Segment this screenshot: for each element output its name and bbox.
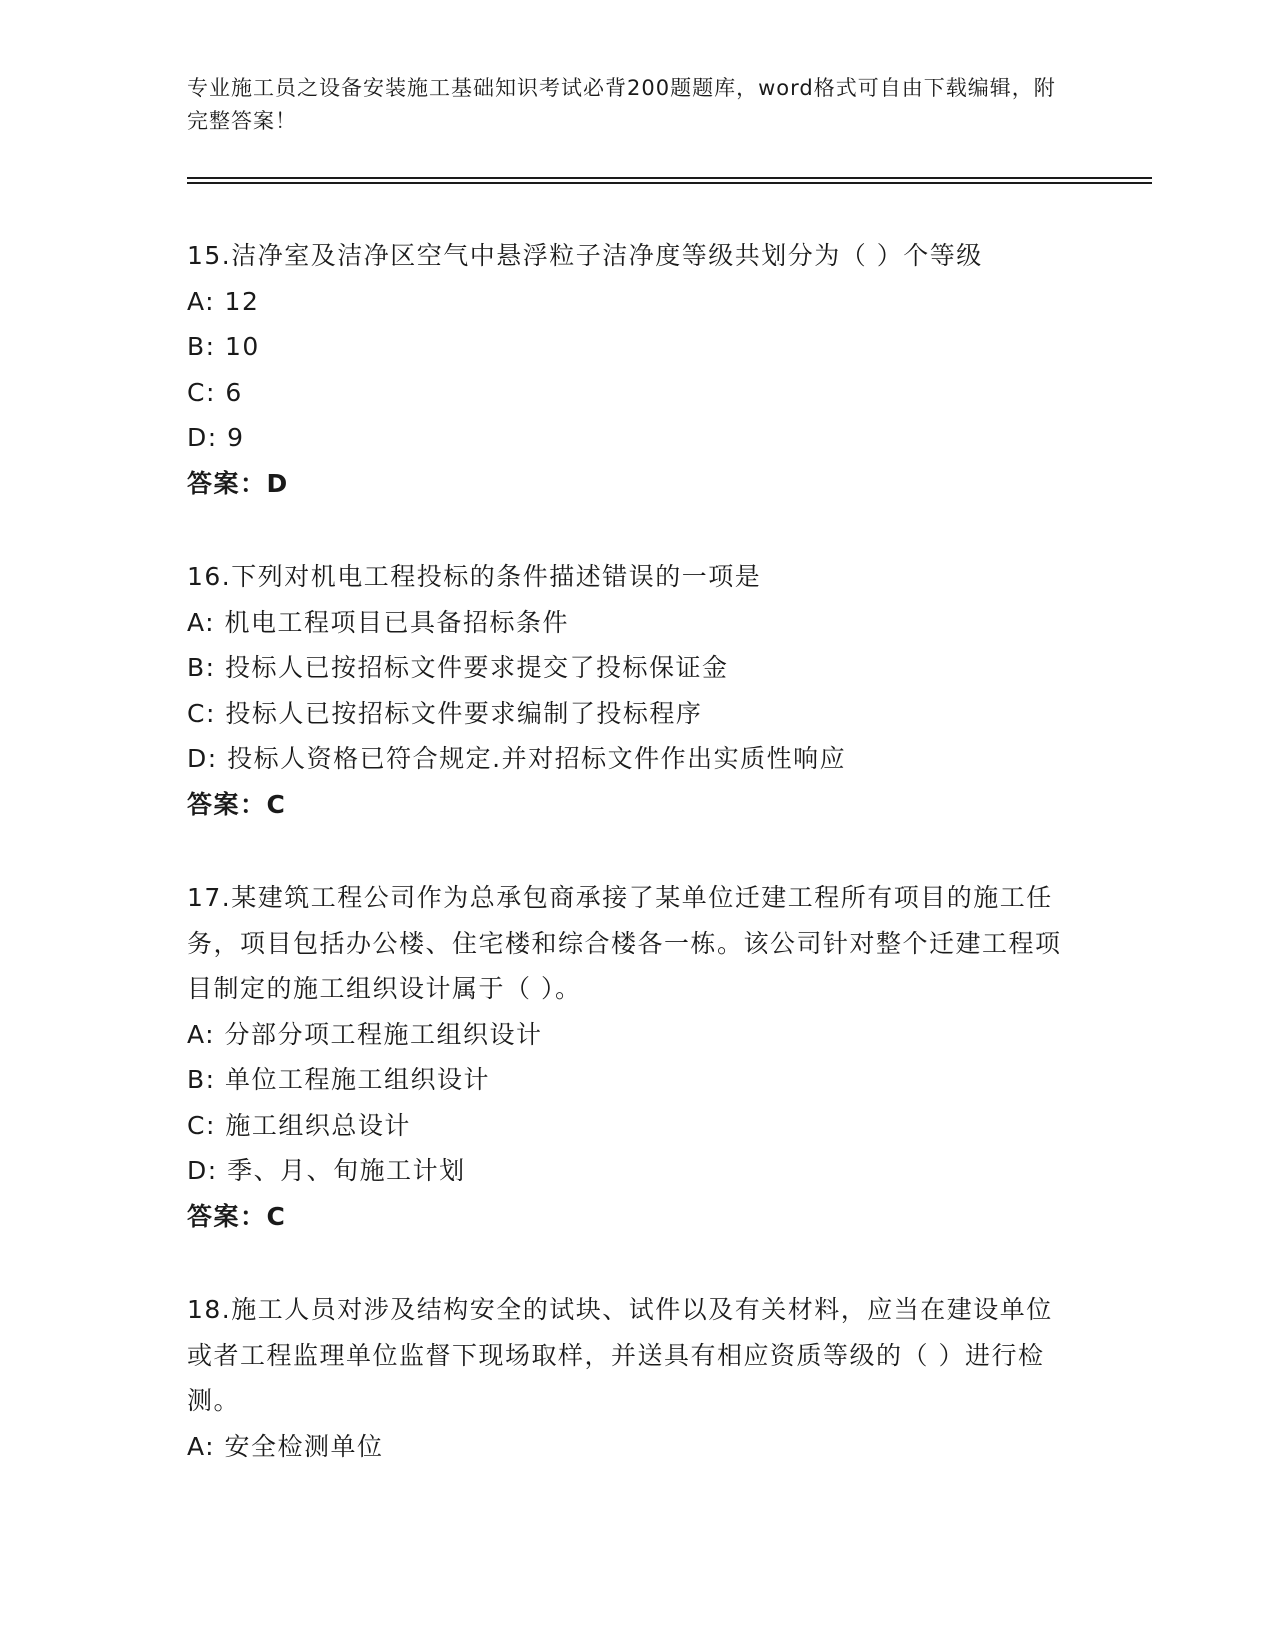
option-b: B: 10 bbox=[187, 332, 260, 361]
question-15 bbox=[187, 233, 1077, 506]
answer-label: 答案：C bbox=[187, 789, 287, 819]
question-stem: 16.下列对机电工程投标的条件描述错误的一项是 bbox=[187, 562, 762, 591]
answer-label: 答案：D bbox=[187, 468, 289, 498]
option-d: D: 季、月、旬施工计划 bbox=[187, 1156, 466, 1185]
option-a: A: 分部分项工程施工组织设计 bbox=[187, 1019, 543, 1049]
question-stem: 15.洁净室及洁净区空气中悬浮粒子洁净度等级共划分为（ ）个等级 bbox=[187, 241, 983, 270]
option-c: C: 投标人已按招标文件要求编制了投标程序 bbox=[187, 698, 703, 728]
question-18 bbox=[187, 1287, 1077, 1469]
option-b: B: 投标人已按招标文件要求提交了投标保证金 bbox=[187, 653, 729, 682]
option-d: D: 投标人资格已符合规定.并对招标文件作出实质性响应 bbox=[187, 744, 847, 773]
document-header: 专业施工员之设备安装施工基础知识考试必背200题题库，word格式可自由下载编辑，附完整答案！ bbox=[187, 76, 1056, 133]
question-16 bbox=[187, 554, 1077, 827]
header-divider-bottom bbox=[187, 182, 1152, 184]
question-17 bbox=[187, 875, 1077, 1239]
option-d: D: 9 bbox=[187, 423, 245, 452]
option-b: B: 单位工程施工组织设计 bbox=[187, 1065, 491, 1094]
option-a: A: 机电工程项目已具备招标条件 bbox=[187, 607, 570, 637]
option-c: C: 施工组织总设计 bbox=[187, 1110, 411, 1140]
answer-label: 答案：C bbox=[187, 1201, 287, 1231]
question-stem: 18.施工人员对涉及结构安全的试块、试件以及有关材料，应当在建设单位或者工程监理单位监督下现场取样，并送具有相应资质等级的（ ）进行检测。 bbox=[187, 1295, 1053, 1415]
question-stem: 17.某建筑工程公司作为总承包商承接了某单位迁建工程所有项目的施工任务，项目包括办公楼、住宅楼和综合楼各一栋。该公司针对整个迁建工程项目制定的施工组织设计属于（ ）。 bbox=[187, 883, 1062, 1003]
option-a: A: 安全检测单位 bbox=[187, 1431, 384, 1461]
header-divider-top bbox=[187, 177, 1152, 179]
option-a: A: 12 bbox=[187, 286, 260, 316]
option-c: C: 6 bbox=[187, 377, 243, 407]
question-list bbox=[187, 233, 1077, 1517]
